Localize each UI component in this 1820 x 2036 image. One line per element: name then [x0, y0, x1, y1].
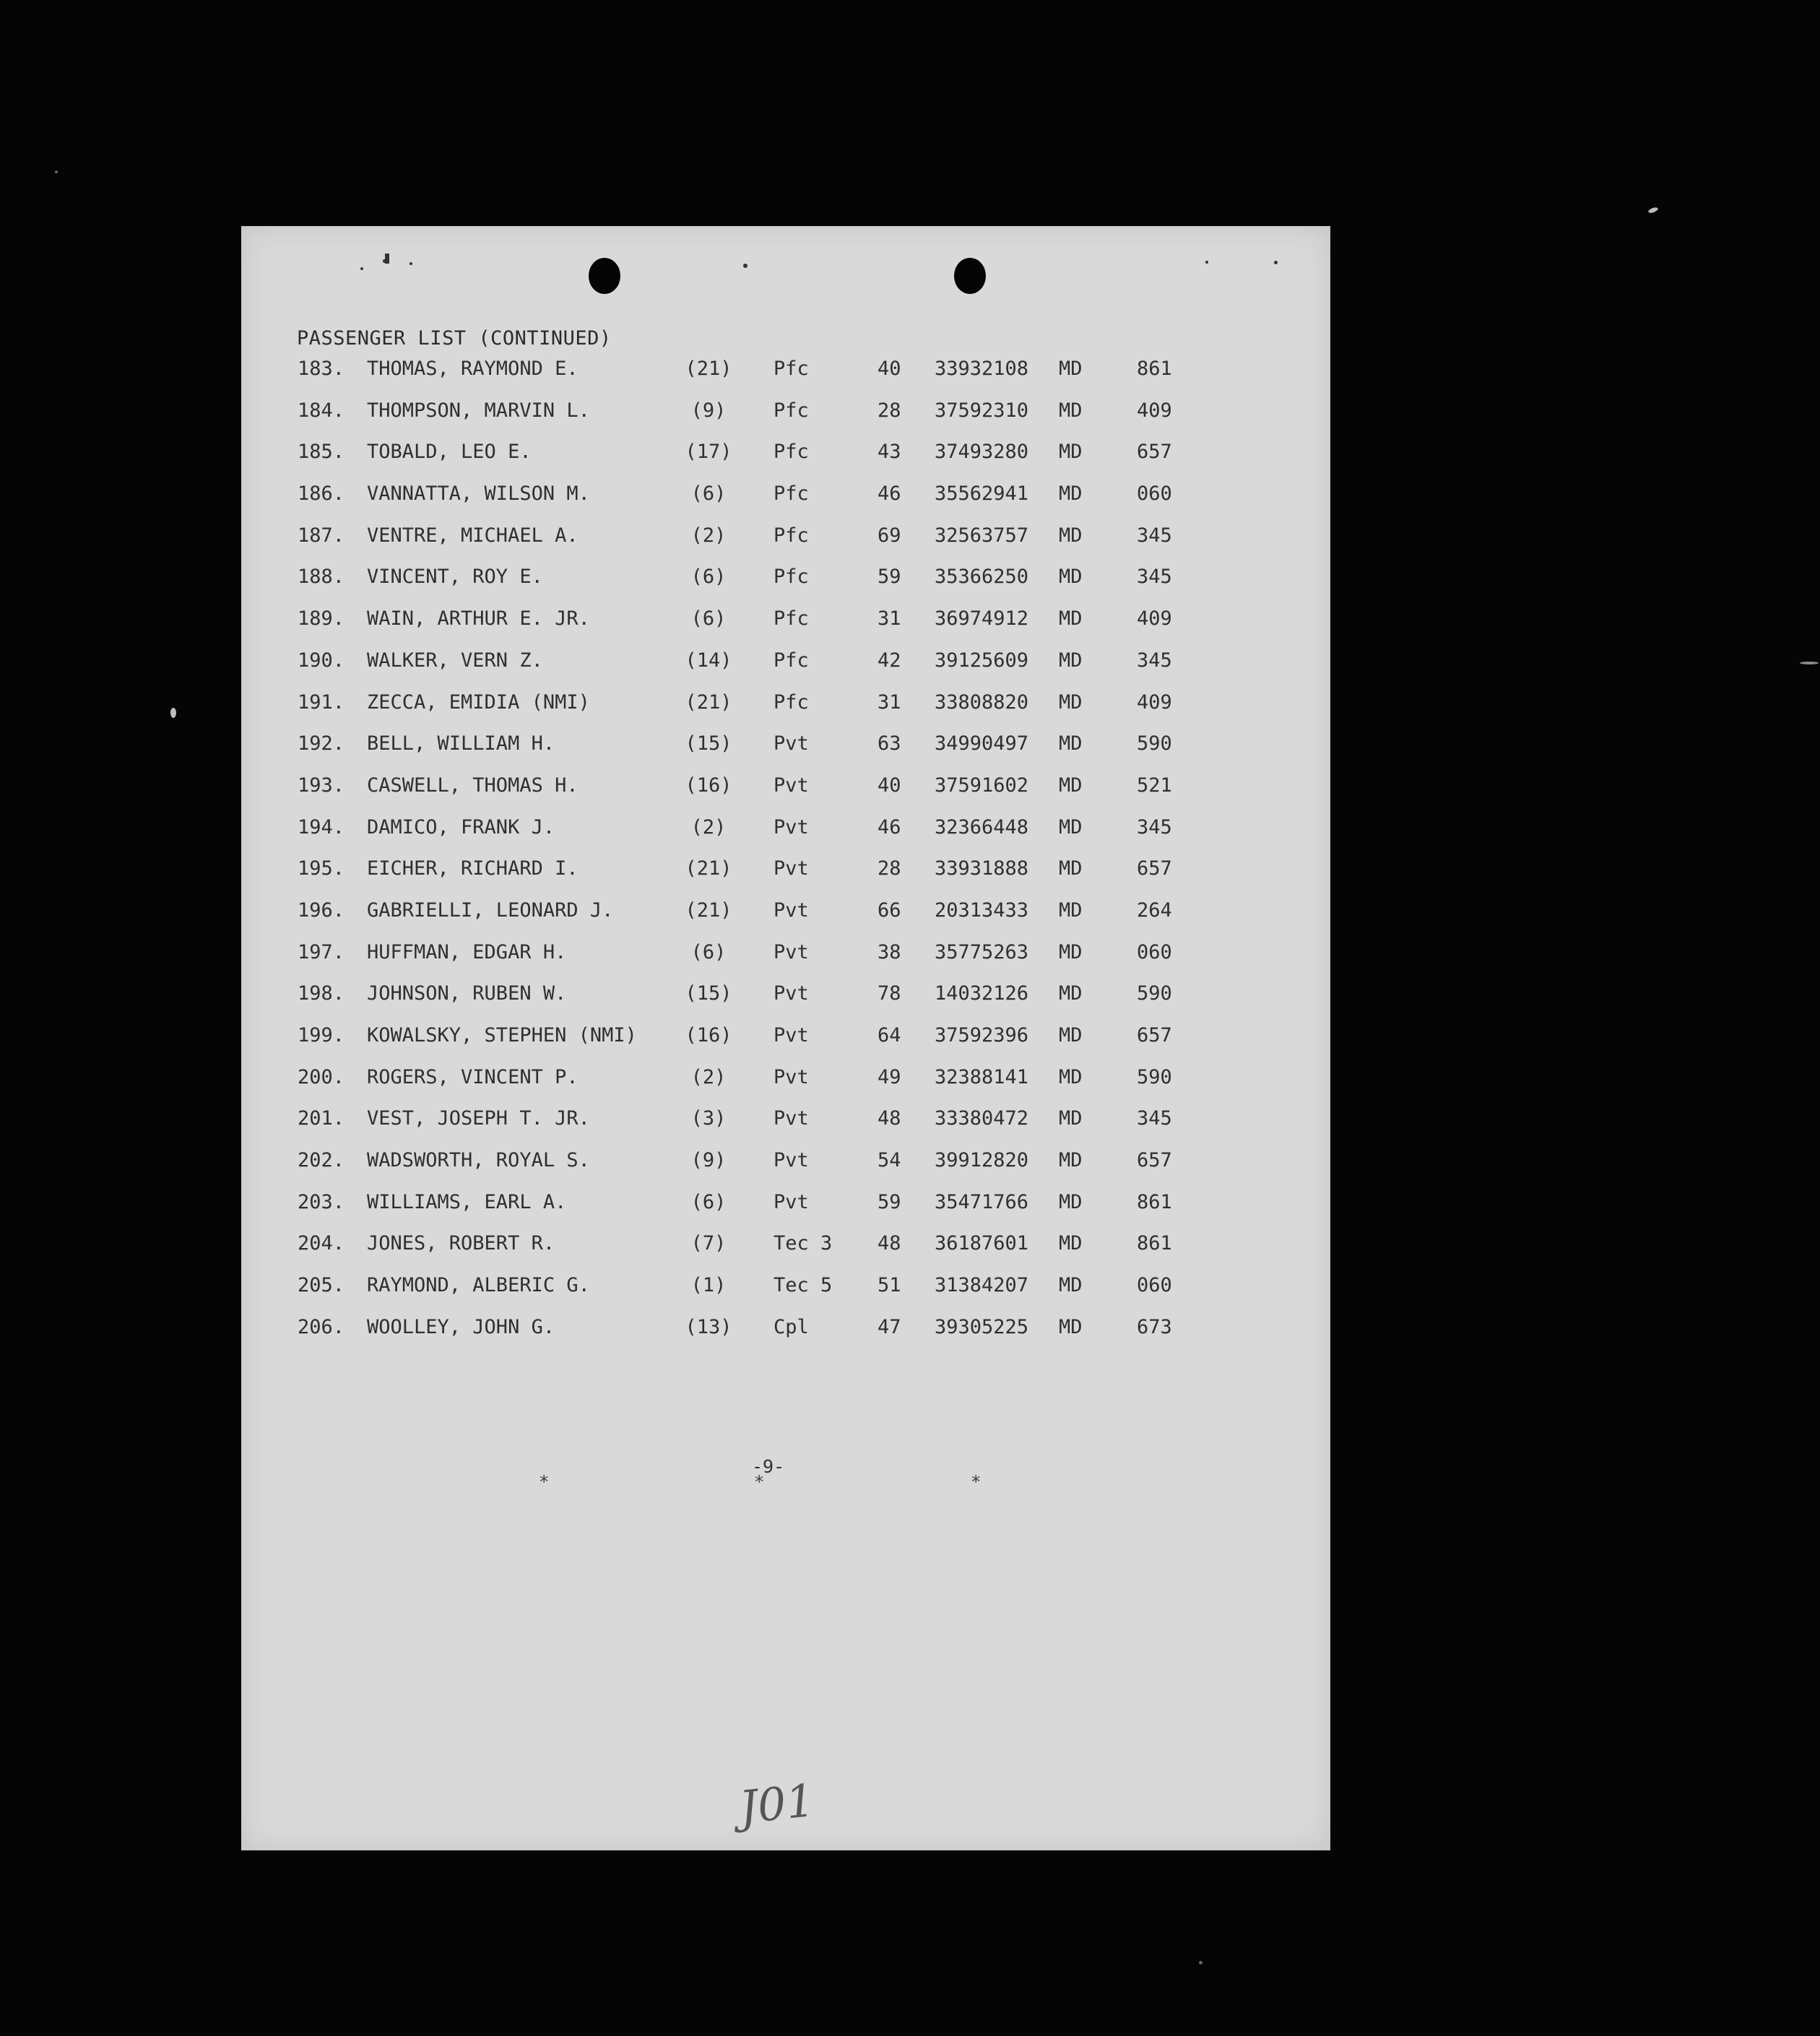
age-value: 31	[878, 607, 901, 631]
unit-code: 861	[1137, 1232, 1172, 1255]
passenger-name: THOMAS, RAYMOND E.	[367, 358, 578, 380]
entry-number: 183.	[298, 358, 345, 380]
age-value: 28	[878, 857, 901, 880]
serial-number: 37493280	[935, 441, 1029, 464]
unit-code: 060	[1137, 482, 1172, 506]
age-value: 38	[878, 940, 901, 963]
serial-number: 35471766	[935, 1190, 1029, 1213]
md-code: MD	[1059, 566, 1083, 589]
passenger-row	[241, 1316, 1330, 1358]
md-code: MD	[1059, 774, 1083, 797]
group-number: (6)	[690, 482, 727, 506]
unit-code: 345	[1137, 524, 1172, 547]
unit-code: 590	[1137, 732, 1172, 755]
entry-number: 190.	[298, 649, 345, 672]
passenger-row	[241, 774, 1330, 816]
passenger-name: CASWELL, THOMAS H.	[367, 774, 578, 797]
group-number: (2)	[690, 815, 727, 839]
md-code: MD	[1059, 524, 1083, 547]
passenger-name: EICHER, RICHARD I.	[367, 857, 578, 880]
passenger-name: BELL, WILLIAM H.	[367, 732, 555, 755]
rank: Pvt	[774, 1065, 809, 1088]
entry-number: 187.	[298, 524, 345, 547]
unit-code: 345	[1137, 815, 1172, 839]
passenger-name: RAYMOND, ALBERIC G.	[367, 1274, 590, 1297]
entry-number: 196.	[298, 898, 345, 922]
unit-code: 861	[1137, 1190, 1172, 1213]
rank: Pfc	[774, 566, 809, 589]
md-code: MD	[1059, 1107, 1083, 1130]
passenger-row	[241, 1232, 1330, 1274]
rank: Pfc	[774, 441, 809, 464]
rank: Pvt	[774, 857, 809, 880]
unit-code: 521	[1137, 774, 1172, 797]
serial-number: 36974912	[935, 607, 1029, 631]
md-code: MD	[1059, 607, 1083, 631]
dust-speck	[170, 708, 176, 718]
group-number: (2)	[690, 1065, 727, 1088]
age-value: 40	[878, 358, 901, 380]
entry-number: 204.	[298, 1232, 345, 1255]
passenger-name: DAMICO, FRANK J.	[367, 815, 555, 839]
serial-number: 32563757	[935, 524, 1029, 547]
rank: Pfc	[774, 399, 809, 422]
passenger-name: VANNATTA, WILSON M.	[367, 482, 590, 506]
passenger-row	[241, 941, 1330, 983]
unit-code: 409	[1137, 399, 1172, 422]
md-code: MD	[1059, 732, 1083, 755]
serial-number: 33932108	[935, 358, 1029, 380]
md-code: MD	[1059, 982, 1083, 1005]
md-code: MD	[1059, 399, 1083, 422]
passenger-name: TOBALD, LEO E.	[367, 441, 532, 464]
passenger-row	[241, 816, 1330, 858]
group-number: (13)	[685, 1315, 732, 1338]
rank: Pfc	[774, 524, 809, 547]
punch-hole	[954, 258, 986, 294]
passenger-name: WOOLLEY, JOHN G.	[367, 1315, 555, 1338]
list-heading: PASSENGER LIST (CONTINUED)	[297, 327, 612, 350]
serial-number: 33380472	[935, 1107, 1029, 1130]
md-code: MD	[1059, 441, 1083, 464]
unit-code: 409	[1137, 607, 1172, 631]
md-code: MD	[1059, 358, 1083, 380]
punch-hole	[589, 258, 620, 294]
group-number: (16)	[685, 1024, 732, 1047]
serial-number: 14032126	[935, 982, 1029, 1005]
serial-number: 39305225	[935, 1315, 1029, 1338]
rank: Pfc	[774, 607, 809, 631]
passenger-row	[241, 1024, 1330, 1066]
entry-number: 191.	[298, 690, 345, 714]
dust-speck	[1199, 1961, 1202, 1964]
serial-number: 35366250	[935, 566, 1029, 589]
passenger-row	[241, 524, 1330, 566]
serial-number: 31384207	[935, 1274, 1029, 1297]
serial-number: 32388141	[935, 1065, 1029, 1088]
passenger-row	[241, 1066, 1330, 1108]
unit-code: 590	[1137, 982, 1172, 1005]
md-code: MD	[1059, 815, 1083, 839]
entry-number: 192.	[298, 732, 345, 755]
age-value: 48	[878, 1107, 901, 1130]
unit-code: 409	[1137, 690, 1172, 714]
entry-number: 185.	[298, 441, 345, 464]
passenger-row	[241, 1191, 1330, 1233]
age-value: 43	[878, 441, 901, 464]
entry-number: 197.	[298, 940, 345, 963]
entry-number: 206.	[298, 1315, 345, 1338]
age-value: 40	[878, 774, 901, 797]
passenger-name: JONES, ROBERT R.	[367, 1232, 555, 1255]
unit-code: 590	[1137, 1065, 1172, 1088]
passenger-name: WALKER, VERN Z.	[367, 649, 543, 672]
unit-code: 657	[1137, 1149, 1172, 1172]
age-value: 78	[878, 982, 901, 1005]
group-number: (6)	[690, 940, 727, 963]
handwritten-note: J01	[737, 1773, 818, 1834]
age-value: 47	[878, 1315, 901, 1338]
entry-number: 203.	[298, 1190, 345, 1213]
md-code: MD	[1059, 857, 1083, 880]
paper-mark	[1274, 261, 1278, 264]
group-number: (21)	[685, 898, 732, 922]
unit-code: 264	[1137, 898, 1172, 922]
group-number: (15)	[685, 732, 732, 755]
entry-number: 186.	[298, 482, 345, 506]
md-code: MD	[1059, 1024, 1083, 1047]
rank: Pvt	[774, 774, 809, 797]
md-code: MD	[1059, 1315, 1083, 1338]
passenger-name: VENTRE, MICHAEL A.	[367, 524, 578, 547]
passenger-name: KOWALSKY, STEPHEN (NMI)	[367, 1024, 637, 1047]
passenger-name: ZECCA, EMIDIA (NMI)	[367, 690, 590, 714]
age-value: 64	[878, 1024, 901, 1047]
md-code: MD	[1059, 1065, 1083, 1088]
passenger-name: GABRIELLI, LEONARD J.	[367, 898, 614, 922]
passenger-name: VINCENT, ROY E.	[367, 566, 543, 589]
group-number: (6)	[690, 566, 727, 589]
serial-number: 36187601	[935, 1232, 1029, 1255]
unit-code: 060	[1137, 940, 1172, 963]
serial-number: 20313433	[935, 898, 1029, 922]
passenger-row	[241, 691, 1330, 733]
md-code: MD	[1059, 1274, 1083, 1297]
dust-speck	[1647, 207, 1658, 214]
age-value: 51	[878, 1274, 901, 1297]
entry-number: 193.	[298, 774, 345, 797]
group-number: (21)	[685, 857, 732, 880]
serial-number: 37591602	[935, 774, 1029, 797]
serial-number: 39912820	[935, 1149, 1029, 1172]
unit-code: 657	[1137, 1024, 1172, 1047]
group-number: (2)	[690, 524, 727, 547]
age-value: 59	[878, 566, 901, 589]
rank: Pvt	[774, 1024, 809, 1047]
md-code: MD	[1059, 649, 1083, 672]
passenger-row	[241, 1149, 1330, 1191]
group-number: (1)	[690, 1274, 727, 1297]
document-page	[241, 226, 1330, 1850]
passenger-row	[241, 441, 1330, 482]
rank: Pvt	[774, 898, 809, 922]
group-number: (9)	[690, 1149, 727, 1172]
dust-speck	[55, 170, 58, 173]
unit-code: 345	[1137, 1107, 1172, 1130]
age-value: 31	[878, 690, 901, 714]
age-value: 69	[878, 524, 901, 547]
unit-code: 673	[1137, 1315, 1172, 1338]
passenger-name: WAIN, ARTHUR E. JR.	[367, 607, 590, 631]
age-value: 46	[878, 815, 901, 839]
rank: Pfc	[774, 649, 809, 672]
unit-code: 861	[1137, 358, 1172, 380]
passenger-row	[241, 899, 1330, 941]
unit-code: 060	[1137, 1274, 1172, 1297]
passenger-row	[241, 857, 1330, 899]
passenger-list	[241, 358, 1330, 1358]
entry-number: 205.	[298, 1274, 345, 1297]
age-value: 46	[878, 482, 901, 506]
group-number: (17)	[685, 441, 732, 464]
dust-speck	[1800, 662, 1819, 664]
group-number: (21)	[685, 358, 732, 380]
group-number: (21)	[685, 690, 732, 714]
passenger-name: ROGERS, VINCENT P.	[367, 1065, 578, 1088]
paper-mark	[360, 267, 363, 270]
md-code: MD	[1059, 1190, 1083, 1213]
group-number: (6)	[690, 607, 727, 631]
group-number: (9)	[690, 399, 727, 422]
entry-number: 195.	[298, 857, 345, 880]
passenger-row	[241, 982, 1330, 1024]
serial-number: 37592396	[935, 1024, 1029, 1047]
unit-code: 657	[1137, 857, 1172, 880]
star-mark: *	[754, 1472, 765, 1492]
rank: Pfc	[774, 482, 809, 506]
passenger-name: WILLIAMS, EARL A.	[367, 1190, 567, 1213]
group-number: (16)	[685, 774, 732, 797]
serial-number: 33931888	[935, 857, 1029, 880]
passenger-row	[241, 732, 1330, 774]
paper-mark	[410, 262, 412, 265]
serial-number: 35562941	[935, 482, 1029, 506]
rank: Pfc	[774, 358, 809, 380]
unit-code: 345	[1137, 566, 1172, 589]
md-code: MD	[1059, 898, 1083, 922]
entry-number: 194.	[298, 815, 345, 839]
entry-number: 202.	[298, 1149, 345, 1172]
page-number: -9-	[752, 1456, 785, 1477]
entry-number: 201.	[298, 1107, 345, 1130]
passenger-name: VEST, JOSEPH T. JR.	[367, 1107, 590, 1130]
stamp-number: 527	[1232, 498, 1293, 532]
group-number: (15)	[685, 982, 732, 1005]
passenger-name: JOHNSON, RUBEN W.	[367, 982, 567, 1005]
entry-number: 198.	[298, 982, 345, 1005]
age-value: 42	[878, 649, 901, 672]
paper-mark	[743, 264, 748, 268]
star-mark: *	[971, 1472, 982, 1492]
rank: Tec 5	[774, 1274, 833, 1297]
entry-number: 189.	[298, 607, 345, 631]
rank: Pvt	[774, 732, 809, 755]
passenger-row	[241, 649, 1330, 691]
serial-number: 35775263	[935, 940, 1029, 963]
rank: Cpl	[774, 1315, 809, 1338]
md-code: MD	[1059, 1149, 1083, 1172]
group-number: (3)	[690, 1107, 727, 1130]
unit-code: 657	[1137, 441, 1172, 464]
rank: Pvt	[774, 1190, 809, 1213]
passenger-name: THOMPSON, MARVIN L.	[367, 399, 590, 422]
passenger-name: HUFFMAN, EDGAR H.	[367, 940, 567, 963]
unit-code: 345	[1137, 649, 1172, 672]
age-value: 48	[878, 1232, 901, 1255]
md-code: MD	[1059, 690, 1083, 714]
rank: Pvt	[774, 815, 809, 839]
age-value: 49	[878, 1065, 901, 1088]
age-value: 54	[878, 1149, 901, 1172]
serial-number: 34990497	[935, 732, 1029, 755]
passenger-row	[241, 1107, 1330, 1149]
md-code: MD	[1059, 482, 1083, 506]
passenger-name: WADSWORTH, ROYAL S.	[367, 1149, 590, 1172]
group-number: (7)	[690, 1232, 727, 1255]
rank: Pfc	[774, 690, 809, 714]
passenger-row	[241, 399, 1330, 441]
age-value: 63	[878, 732, 901, 755]
age-value: 28	[878, 399, 901, 422]
passenger-row	[241, 482, 1330, 524]
age-value: 66	[878, 898, 901, 922]
serial-number: 37592310	[935, 399, 1029, 422]
passenger-row	[241, 1274, 1330, 1316]
passenger-row	[241, 566, 1330, 607]
paper-mark	[385, 254, 389, 264]
rank: Pvt	[774, 982, 809, 1005]
serial-number: 39125609	[935, 649, 1029, 672]
rank: Pvt	[774, 1149, 809, 1172]
age-value: 59	[878, 1190, 901, 1213]
passenger-row	[241, 358, 1330, 399]
rank: Tec 3	[774, 1232, 833, 1255]
serial-number: 32366448	[935, 815, 1029, 839]
rank: Pvt	[774, 940, 809, 963]
paper-mark	[1205, 261, 1208, 264]
entry-number: 200.	[298, 1065, 345, 1088]
group-number: (6)	[690, 1190, 727, 1213]
serial-number: 33808820	[935, 690, 1029, 714]
entry-number: 184.	[298, 399, 345, 422]
rank: Pvt	[774, 1107, 809, 1130]
entry-number: 188.	[298, 566, 345, 589]
star-mark: *	[539, 1472, 550, 1492]
passenger-row	[241, 607, 1330, 649]
group-number: (14)	[685, 649, 732, 672]
entry-number: 199.	[298, 1024, 345, 1047]
md-code: MD	[1059, 1232, 1083, 1255]
md-code: MD	[1059, 940, 1083, 963]
